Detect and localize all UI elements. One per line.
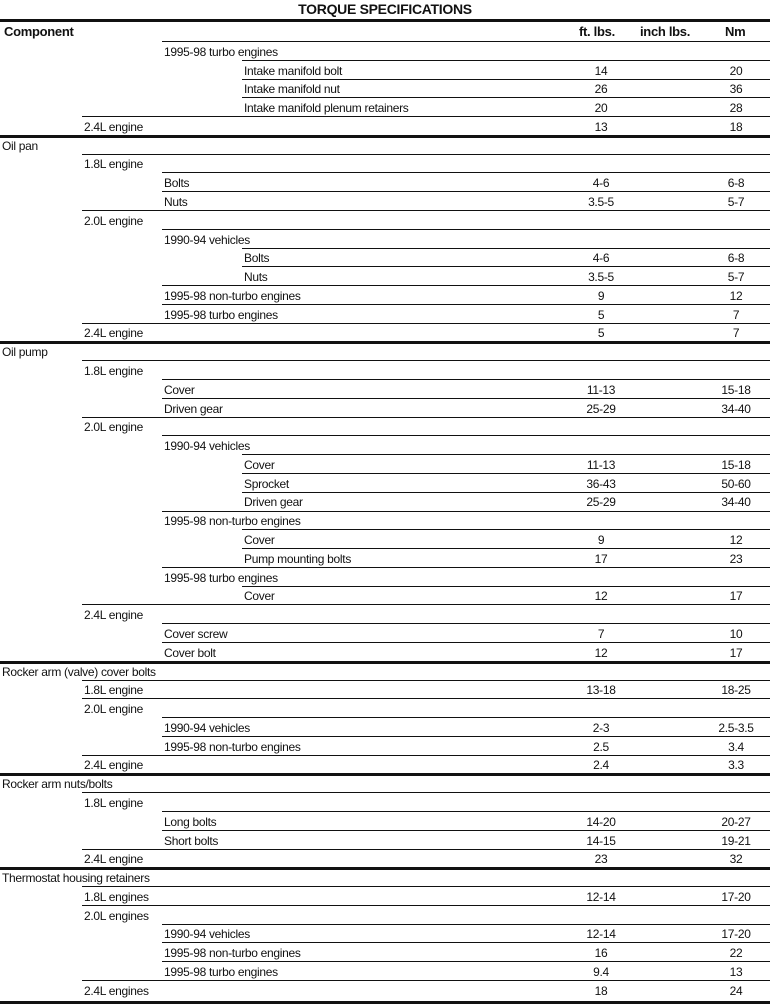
table-row	[162, 229, 770, 248]
row-label: Rocker arm nuts/bolts	[2, 777, 113, 792]
ft-lbs-value: 13-18	[586, 683, 616, 698]
nm-value: 3.3	[728, 758, 744, 773]
table-row	[82, 849, 770, 868]
table-row	[162, 924, 770, 943]
table-row	[242, 586, 770, 605]
nm-value: 19-21	[721, 833, 751, 848]
ft-lbs-value: 14	[594, 63, 608, 78]
nm-value: 28	[729, 101, 743, 116]
table-row	[242, 266, 770, 285]
row-label: 1.8L engine	[84, 795, 143, 810]
ft-lbs-value: 20	[594, 101, 608, 116]
nm-value: 12	[729, 288, 743, 303]
table-row	[82, 980, 770, 999]
row-label: 1990-94 vehicles	[164, 720, 250, 735]
table-row	[0, 867, 770, 886]
row-label: Cover screw	[164, 626, 228, 641]
nm-value: 17-20	[721, 889, 751, 904]
nm-value: 18	[729, 119, 743, 134]
ft-lbs-value: 17	[594, 551, 608, 566]
row-label: 1990-94 vehicles	[164, 439, 250, 454]
table-row	[162, 285, 770, 304]
row-label: 1995-98 non-turbo engines	[164, 288, 301, 303]
nm-value: 17	[729, 645, 743, 660]
table-title: TORQUE SPECIFICATIONS	[298, 1, 472, 17]
header-top-rule	[0, 19, 770, 22]
row-label: 1990-94 vehicles	[164, 232, 250, 247]
table-row	[82, 360, 770, 379]
header-component: Component	[4, 24, 74, 39]
table-row	[242, 60, 770, 79]
row-label: Rocker arm (valve) cover bolts	[2, 664, 156, 679]
table-row	[82, 680, 770, 699]
nm-value: 50-60	[721, 476, 751, 491]
table-row	[162, 398, 770, 417]
nm-value: 2.5-3.5	[718, 720, 754, 735]
ft-lbs-value: 3.5-5	[588, 195, 614, 209]
table-row	[242, 473, 770, 492]
row-label: 1995-98 turbo engines	[164, 307, 278, 322]
table-row	[82, 792, 770, 811]
table-row	[162, 961, 770, 980]
nm-value: 17-20	[721, 927, 751, 942]
row-label: 2.0L engines	[84, 908, 149, 923]
table-row	[162, 41, 770, 60]
ft-lbs-value: 16	[594, 946, 608, 961]
row-label: 2.4L engine	[84, 852, 143, 867]
row-label: Cover	[244, 589, 275, 604]
header-nm: Nm	[725, 24, 746, 39]
table-row	[0, 661, 770, 680]
row-label: 1.8L engine	[84, 683, 143, 698]
table-row	[82, 154, 770, 173]
row-label: 1995-98 non-turbo engines	[164, 946, 301, 961]
nm-value: 20	[729, 63, 743, 78]
table-row	[162, 623, 770, 642]
nm-value: 20-27	[721, 814, 751, 829]
row-label: 1995-98 turbo engines	[164, 964, 278, 979]
ft-lbs-value: 12-14	[586, 889, 616, 904]
table-row	[0, 773, 770, 792]
table-row	[82, 604, 770, 623]
table-row	[162, 191, 770, 210]
nm-value: 18-25	[721, 683, 751, 698]
table-row	[162, 830, 770, 849]
row-label: Intake manifold plenum retainers	[244, 101, 409, 116]
ft-lbs-value: 9.4	[593, 964, 609, 979]
ft-lbs-value: 4-6	[592, 176, 610, 191]
row-label: Nuts	[244, 270, 268, 285]
row-label: Oil pan	[2, 138, 38, 153]
table-row	[162, 304, 770, 323]
table-row	[242, 492, 770, 511]
row-label: 1995-98 turbo engines	[164, 570, 278, 585]
table-row	[162, 811, 770, 830]
row-label: Oil pump	[2, 345, 48, 360]
ft-lbs-value: 26	[594, 82, 608, 97]
row-label: Cover	[244, 457, 275, 472]
ft-lbs-value: 4-6	[592, 251, 610, 266]
row-label: 2.4L engine	[84, 758, 143, 773]
nm-value: 13	[729, 964, 743, 979]
table-row	[162, 172, 770, 191]
table-row	[162, 379, 770, 398]
row-label: Bolts	[244, 251, 270, 266]
table-row	[242, 248, 770, 267]
ft-lbs-value: 9	[597, 533, 605, 548]
table-row	[82, 417, 770, 436]
row-label: 1.8L engine	[84, 364, 143, 379]
row-label: Intake manifold nut	[244, 82, 340, 97]
nm-value: 6-8	[727, 251, 745, 266]
table-row	[82, 755, 770, 774]
table-bottom-rule	[0, 1001, 770, 1004]
row-label: 1.8L engine	[84, 157, 143, 172]
table-row	[82, 698, 770, 717]
row-label: 1995-98 non-turbo engines	[164, 514, 301, 529]
nm-value: 34-40	[721, 495, 751, 510]
row-label: Long bolts	[164, 814, 217, 829]
nm-value: 22	[729, 946, 743, 961]
row-label: Intake manifold bolt	[244, 63, 343, 78]
row-label: Cover bolt	[164, 645, 216, 660]
table-row	[242, 97, 770, 116]
ft-lbs-value: 11-13	[586, 457, 616, 472]
ft-lbs-value: 36-43	[586, 476, 616, 491]
row-label: Nuts	[164, 195, 188, 209]
ft-lbs-value: 25-29	[586, 401, 616, 416]
ft-lbs-value: 11-13	[586, 382, 616, 397]
header-ft-lbs: ft. lbs.	[579, 24, 615, 39]
ft-lbs-value: 9	[597, 288, 605, 303]
row-label: 2.4L engine	[84, 119, 143, 134]
row-label: 2.0L engine	[84, 420, 143, 435]
row-label: 1990-94 vehicles	[164, 927, 250, 942]
row-label: Bolts	[164, 176, 190, 191]
row-label: Cover	[244, 533, 275, 548]
table-row	[162, 511, 770, 530]
nm-value: 6-8	[727, 176, 745, 191]
row-label: Thermostat housing retainers	[2, 871, 150, 886]
table-row	[162, 642, 770, 661]
row-label: Pump mounting bolts	[244, 551, 352, 566]
ft-lbs-value: 18	[594, 983, 608, 998]
nm-value: 36	[729, 82, 743, 97]
nm-value: 10	[729, 626, 743, 641]
ft-lbs-value: 5	[597, 307, 605, 322]
row-label: Driven gear	[244, 495, 303, 510]
table-row	[82, 323, 770, 342]
table-row	[82, 886, 770, 905]
table-row	[82, 116, 770, 135]
row-label: Short bolts	[164, 833, 219, 848]
nm-value: 15-18	[721, 457, 751, 472]
nm-value: 5-7	[727, 270, 745, 285]
ft-lbs-value: 5	[597, 326, 605, 341]
row-label: 2.4L engine	[84, 608, 143, 623]
header-inch-lbs: inch lbs.	[640, 24, 691, 39]
nm-value: 24	[729, 983, 743, 998]
table-row	[0, 341, 770, 360]
nm-value: 7	[732, 326, 740, 341]
ft-lbs-value: 25-29	[586, 495, 616, 510]
nm-value: 7	[732, 307, 740, 322]
table-row	[162, 942, 770, 961]
table-row	[82, 210, 770, 229]
row-label: 1995-98 non-turbo engines	[164, 739, 301, 754]
table-row	[242, 548, 770, 567]
ft-lbs-value: 2-3	[592, 720, 610, 735]
table-row	[82, 905, 770, 924]
table-row	[162, 736, 770, 755]
ft-lbs-value: 12-14	[586, 927, 616, 942]
nm-value: 32	[729, 852, 743, 867]
row-label: Driven gear	[164, 401, 223, 416]
ft-lbs-value: 2.4	[593, 758, 609, 773]
ft-lbs-value: 2.5	[593, 739, 609, 754]
ft-lbs-value: 7	[597, 626, 605, 641]
ft-lbs-value: 3.5-5	[588, 270, 614, 285]
nm-value: 15-18	[721, 382, 751, 397]
row-label: 2.0L engine	[84, 702, 143, 717]
ft-lbs-value: 23	[594, 852, 608, 867]
nm-value: 17	[729, 589, 743, 604]
row-label: Cover	[164, 382, 195, 397]
table-row	[0, 135, 770, 154]
table-row	[162, 567, 770, 586]
ft-lbs-value: 12	[594, 589, 608, 604]
row-label: 2.0L engine	[84, 213, 143, 228]
table-row	[242, 454, 770, 473]
row-label: 1995-98 turbo engines	[164, 44, 278, 59]
ft-lbs-value: 14-20	[586, 814, 616, 829]
ft-lbs-value: 14-15	[586, 833, 616, 848]
nm-value: 34-40	[721, 401, 751, 416]
nm-value: 12	[729, 533, 743, 548]
table-row	[242, 529, 770, 548]
row-label: 2.4L engine	[84, 326, 143, 341]
row-label: 1.8L engines	[84, 889, 149, 904]
table-row	[162, 717, 770, 736]
nm-value: 5-7	[727, 195, 745, 209]
nm-value: 3.4	[728, 739, 744, 754]
row-label: Sprocket	[244, 476, 289, 491]
ft-lbs-value: 13	[594, 119, 608, 134]
row-label: 2.4L engines	[84, 983, 149, 998]
ft-lbs-value: 12	[594, 645, 608, 660]
table-row	[162, 435, 770, 454]
nm-value: 23	[729, 551, 743, 566]
table-row	[242, 79, 770, 98]
